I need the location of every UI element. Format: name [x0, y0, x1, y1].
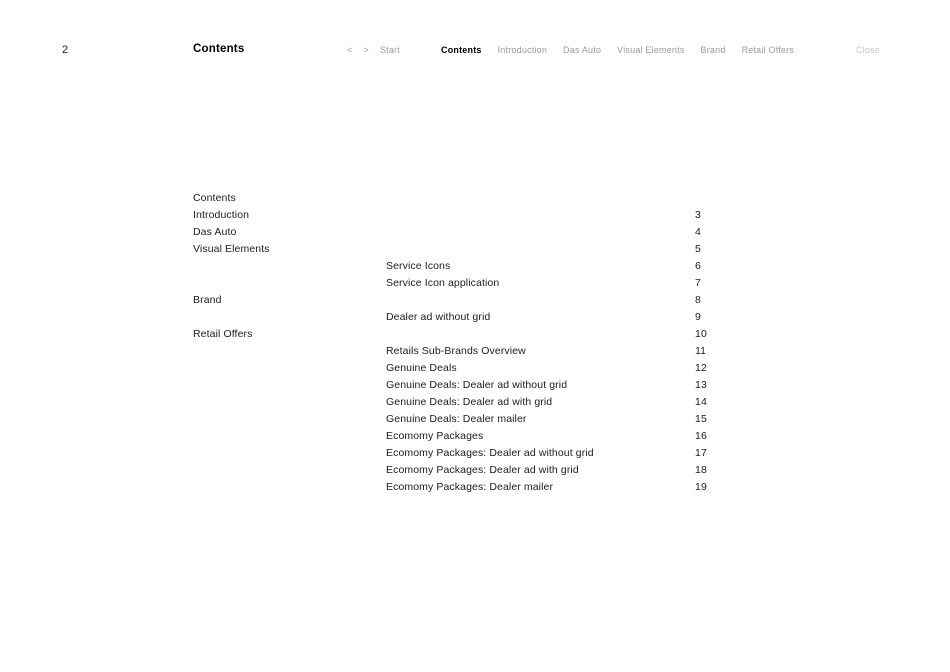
prev-page-button[interactable]: <	[347, 45, 353, 55]
toc-section-label[interactable]: Contents	[193, 191, 236, 204]
toc-row	[193, 257, 717, 274]
toc-page-number: 6	[695, 259, 701, 272]
toc-page-number: 7	[695, 276, 701, 289]
toc-section-label[interactable]: Introduction	[193, 208, 250, 221]
toc-page-number: 13	[695, 378, 707, 391]
toc-item-label[interactable]: Genuine Deals: Dealer mailer	[386, 412, 527, 425]
menu-item-introduction[interactable]: Introduction	[497, 45, 548, 55]
toc-page-number: 19	[695, 480, 707, 493]
menu-item-retail-offers[interactable]: Retail Offers	[741, 45, 795, 55]
toc-row	[193, 342, 717, 359]
toc-item-label[interactable]: Ecomomy Packages: Dealer ad with grid	[386, 463, 579, 476]
toc-section-label[interactable]: Visual Elements	[193, 242, 270, 255]
toc-item-label[interactable]: Ecomomy Packages	[386, 429, 484, 442]
page-title: Contents	[193, 43, 245, 55]
toc-page-number: 11	[695, 344, 707, 357]
menu-item-das-auto[interactable]: Das Auto	[563, 45, 602, 55]
toc-section-label[interactable]: Das Auto	[193, 225, 237, 238]
toc-page-number: 5	[695, 242, 701, 255]
toc-row	[193, 393, 717, 410]
toc-row	[193, 206, 717, 223]
toc-row	[193, 274, 717, 291]
start-link[interactable]: Start	[379, 45, 400, 55]
toc-row	[193, 189, 717, 206]
toc-page-number: 17	[695, 446, 707, 459]
toc-item-label[interactable]: Retails Sub-Brands Overview	[386, 344, 526, 357]
toc-row	[193, 291, 717, 308]
toc-row	[193, 478, 717, 495]
toc-page-number: 14	[695, 395, 707, 408]
current-page-number: 2	[62, 44, 69, 56]
toc-row	[193, 223, 717, 240]
toc-item-label[interactable]: Service Icon application	[386, 276, 500, 289]
menu-item-visual-elements[interactable]: Visual Elements	[617, 45, 685, 55]
toc-section-label[interactable]: Retail Offers	[193, 327, 253, 340]
toc-page-number: 9	[695, 310, 701, 323]
toc-item-label[interactable]: Dealer ad without grid	[386, 310, 491, 323]
table-of-contents	[193, 189, 717, 495]
toc-row	[193, 427, 717, 444]
toc-item-label[interactable]: Ecomomy Packages: Dealer mailer	[386, 480, 554, 493]
toc-row	[193, 359, 717, 376]
section-menu	[441, 45, 794, 55]
toc-row	[193, 410, 717, 427]
toc-page-number: 3	[695, 208, 701, 221]
toc-page-number: 4	[695, 225, 701, 238]
toc-row	[193, 461, 717, 478]
toc-page-number: 18	[695, 463, 707, 476]
toc-item-label[interactable]: Genuine Deals	[386, 361, 457, 374]
pager-nav	[347, 45, 400, 55]
menu-item-brand[interactable]: Brand	[700, 45, 726, 55]
toc-item-label[interactable]: Service Icons	[386, 259, 451, 272]
toc-page-number: 12	[695, 361, 707, 374]
toc-row	[193, 444, 717, 461]
toc-page-number: 16	[695, 429, 707, 442]
close-button[interactable]: Close	[855, 45, 880, 55]
menu-item-contents[interactable]: Contents	[441, 45, 482, 55]
toc-row	[193, 308, 717, 325]
toc-page-number: 15	[695, 412, 707, 425]
toc-row	[193, 376, 717, 393]
toc-item-label[interactable]: Genuine Deals: Dealer ad without grid	[386, 378, 568, 391]
next-page-button[interactable]: >	[363, 45, 369, 55]
toc-page-number: 10	[695, 327, 707, 340]
toc-item-label[interactable]: Genuine Deals: Dealer ad with grid	[386, 395, 553, 408]
toc-section-label[interactable]: Brand	[193, 293, 222, 306]
toc-row	[193, 240, 717, 257]
toc-item-label[interactable]: Ecomomy Packages: Dealer ad without grid	[386, 446, 594, 459]
toc-row	[193, 325, 717, 342]
toc-page-number: 8	[695, 293, 701, 306]
